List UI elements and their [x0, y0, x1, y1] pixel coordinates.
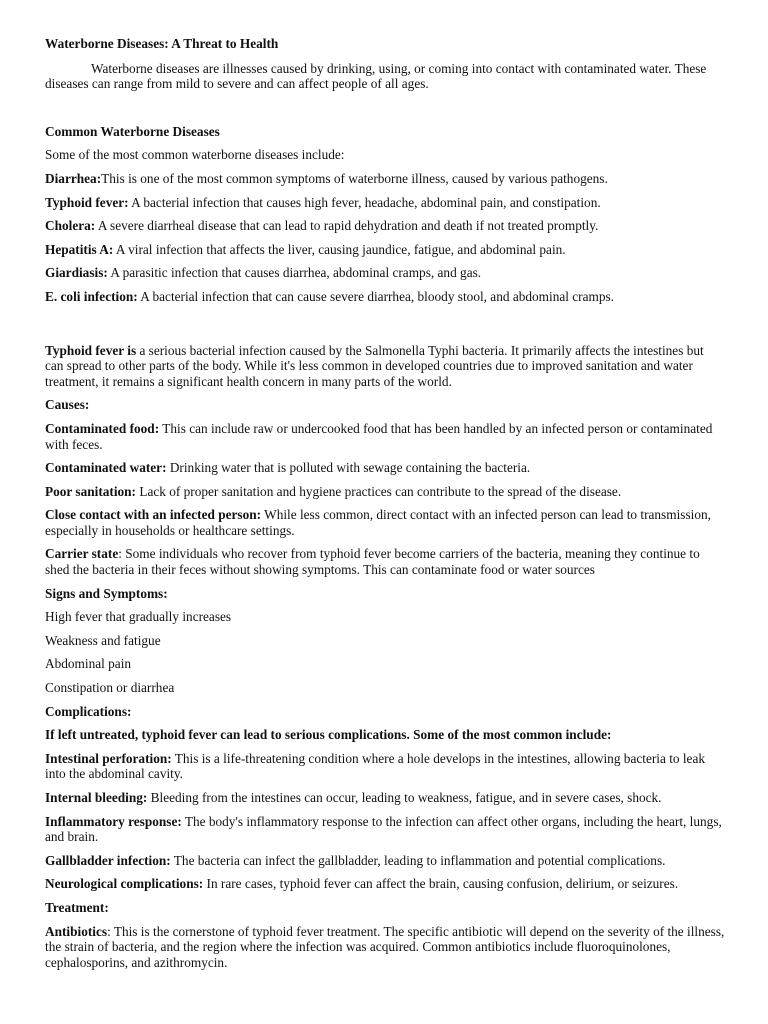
- typhoid-lead: Typhoid fever is: [45, 342, 137, 358]
- treatment-item: [45, 924, 725, 971]
- cause-item: [45, 421, 725, 452]
- symptom-item: Abdominal pain: [45, 656, 132, 672]
- disease-desc: This is one of the most common symptoms of waterborne illness, caused by various pathogens.: [101, 170, 608, 186]
- cause-term: Contaminated water:: [45, 460, 167, 476]
- disease-term: E. coli infection:: [45, 288, 138, 304]
- complication-desc: The body's inflammatory response to the infection can affect other organs, including the heart, lungs, and brain.: [45, 813, 722, 845]
- complication-term: Gallbladder infection:: [45, 852, 171, 868]
- treatment-desc: : This is the cornerstone of typhoid fever treatment. The specific antibiotic will depend on the severity of the illness, the strain of bacteria, and the region where the infection was acquired. Common antibiotics include fluoroquinolones, cephalosporins, and azithromycin.: [45, 923, 725, 970]
- intro-paragraph: Waterborne diseases are illnesses caused by drinking, using, or coming into contact with contaminated water. These diseases can range from mild to severe and can affect people of all ages.: [45, 60, 707, 92]
- treatment-term: Antibiotics: [45, 923, 108, 939]
- complications-intro: If left untreated, typhoid fever can lead to serious complications. Some of the most common include:: [45, 727, 612, 743]
- typhoid-text: a serious bacterial infection caused by the Salmonella Typhi bacteria. It primarily affects the intestines but can spread to other parts of the body. While it's less common in developed countries due to improved sanitation and water treatment, it remains a significant health concern in many parts of the world.: [45, 342, 704, 389]
- document-title: Waterborne Diseases: A Threat to Health: [45, 36, 279, 51]
- document-page: [45, 36, 725, 978]
- disease-desc: A bacterial infection that causes high fever, headache, abdominal pain, and constipation.: [128, 194, 601, 210]
- common-diseases-intro: Some of the most common waterborne diseases include:: [45, 147, 345, 163]
- complications-heading: Complications:: [45, 703, 132, 719]
- complication-term: Inflammatory response:: [45, 813, 182, 829]
- disease-term: Giardiasis:: [45, 265, 108, 281]
- causes-heading: Causes:: [45, 397, 90, 413]
- complication-desc: In rare cases, typhoid fever can affect the brain, causing confusion, delirium, or seizures.: [203, 876, 679, 892]
- complication-desc: The bacteria can infect the gallbladder, leading to inflammation and potential complications.: [170, 852, 666, 868]
- disease-term: Hepatitis A:: [45, 241, 114, 257]
- complication-item: [45, 853, 725, 869]
- cause-item: [45, 460, 725, 476]
- disease-desc: A parasitic infection that causes diarrhea, abdominal cramps, and gas.: [107, 265, 482, 281]
- disease-item: [45, 289, 725, 305]
- disease-item: [45, 171, 725, 187]
- complication-term: Intestinal perforation:: [45, 750, 172, 766]
- cause-item: [45, 546, 725, 577]
- cause-item: [45, 484, 725, 500]
- treatment-heading: Treatment:: [45, 899, 109, 915]
- complication-term: Neurological complications:: [45, 876, 204, 892]
- complication-item: [45, 814, 725, 845]
- cause-term: Poor sanitation:: [45, 483, 136, 499]
- complication-item: [45, 790, 725, 806]
- disease-item: [45, 265, 725, 281]
- disease-item: [45, 218, 725, 234]
- symptoms-heading: Signs and Symptoms:: [45, 585, 168, 601]
- symptom-item: Weakness and fatigue: [45, 632, 161, 648]
- spacer: [45, 92, 725, 124]
- disease-term: Cholera:: [45, 218, 96, 234]
- cause-term: Close contact with an infected person:: [45, 507, 262, 523]
- cause-term: Carrier state: [45, 546, 119, 562]
- complication-desc: This is a life-threatening condition where a hole develops in the intestines, allowing bacteria to leak into the abdominal cavity.: [45, 750, 706, 782]
- symptom-item: Constipation or diarrhea: [45, 680, 175, 696]
- cause-desc: While less common, direct contact with an infected person can lead to transmission, especially in households or healthcare settings.: [45, 507, 711, 538]
- common-diseases-heading: Common Waterborne Diseases: [45, 123, 220, 139]
- disease-desc: A bacterial infection that can cause severe diarrhea, bloody stool, and abdominal cramps.: [137, 288, 615, 304]
- typhoid-intro-paragraph: [45, 343, 725, 390]
- cause-desc: This can include raw or undercooked food that has been handled by an infected person or contaminated with feces.: [45, 420, 713, 452]
- complication-item: [45, 876, 725, 892]
- disease-item: [45, 195, 725, 211]
- complication-desc: Bleeding from the intestines can occur, leading to weakness, fatigue, and in severe cases, shock.: [147, 790, 662, 805]
- disease-term: Diarrhea:: [45, 170, 102, 186]
- complication-term: Internal bleeding:: [45, 790, 148, 805]
- cause-desc: Lack of proper sanitation and hygiene practices can contribute to the spread of the disease.: [136, 483, 622, 499]
- cause-term: Contaminated food:: [45, 420, 160, 436]
- complication-item: [45, 751, 725, 782]
- disease-item: [45, 242, 725, 258]
- cause-desc: : Some individuals who recover from typhoid fever become carriers of the bacteria, meaning they continue to shed the bacteria in their feces without showing symptoms. This can contaminate food or water sources: [45, 546, 700, 578]
- disease-desc: A viral infection that affects the liver, causing jaundice, fatigue, and abdominal pain.: [113, 241, 566, 257]
- disease-desc: A severe diarrheal disease that can lead to rapid dehydration and death if not treated promptly.: [95, 218, 599, 234]
- cause-desc: Drinking water that is polluted with sewage containing the bacteria.: [166, 460, 531, 476]
- cause-item: [45, 507, 725, 538]
- spacer: [45, 313, 725, 343]
- symptom-item: High fever that gradually increases: [45, 609, 232, 625]
- disease-term: Typhoid fever:: [45, 194, 129, 210]
